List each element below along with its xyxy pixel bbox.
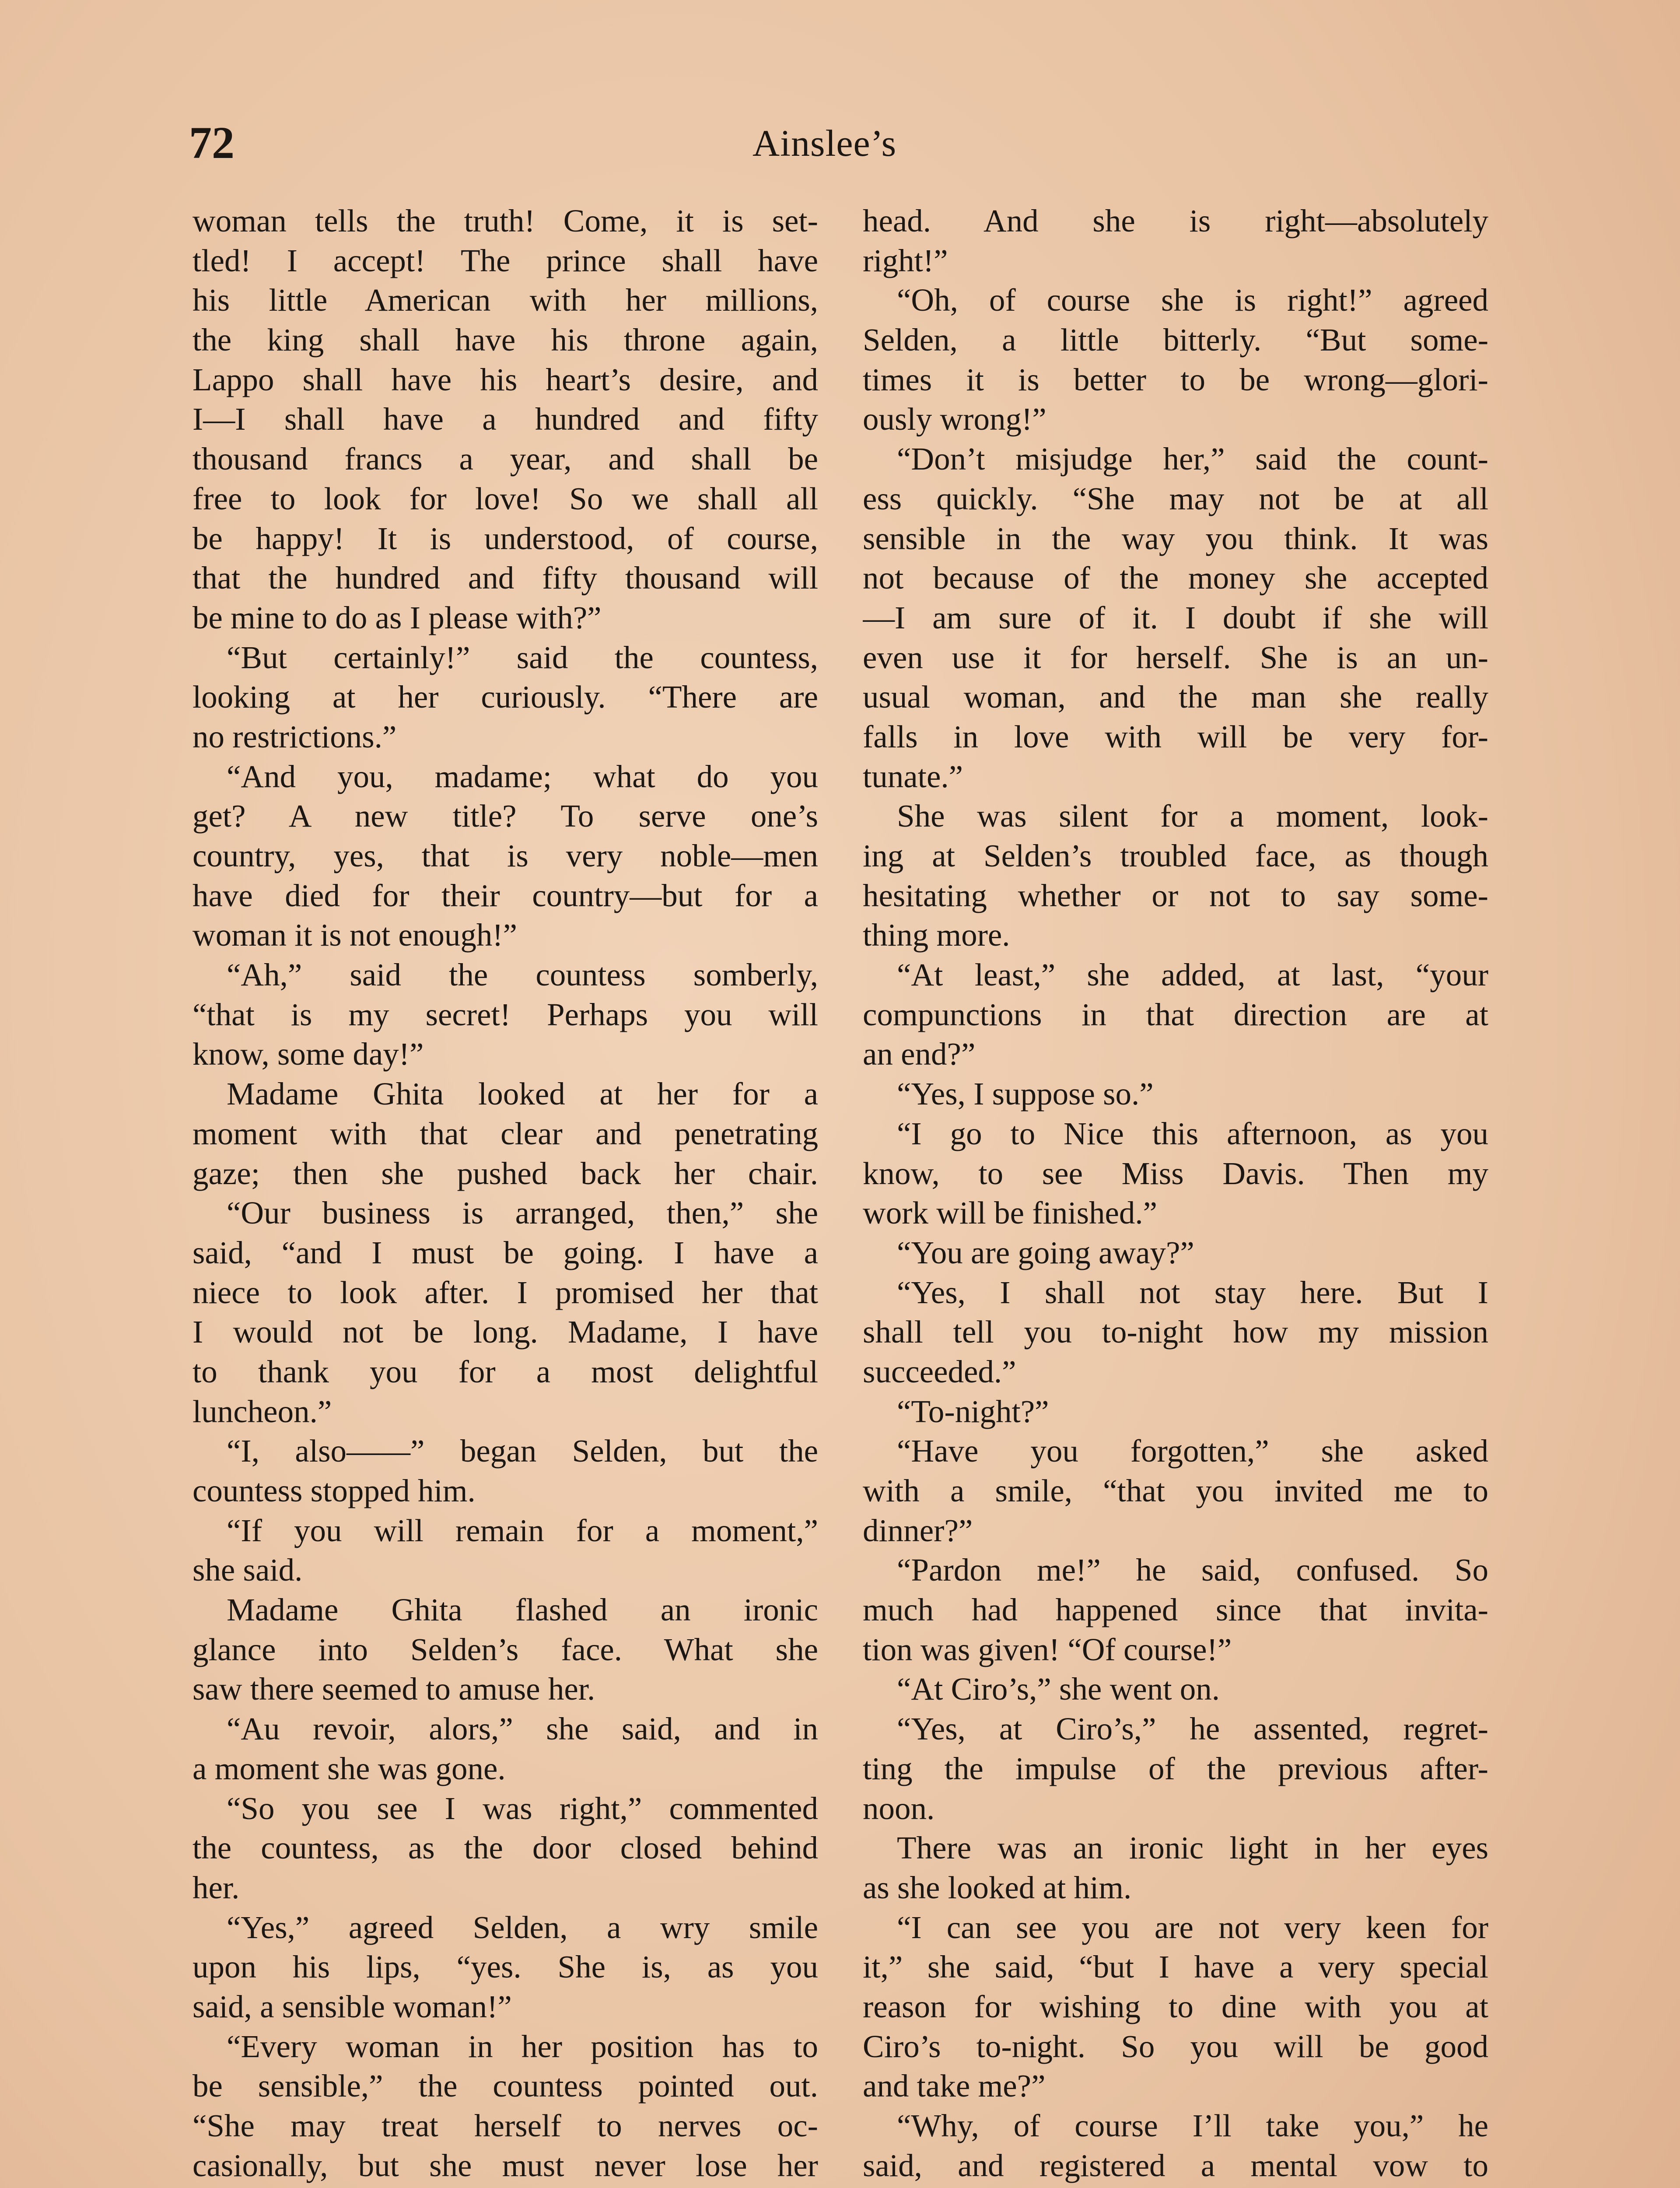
text-line: thousand francs a year, and shall be [192,441,818,477]
text-line: Madame Ghita flashed an ironic [227,1592,818,1628]
text-line: be sensible,” the countess pointed out. [192,2068,818,2104]
running-head: Ainslee’s [752,122,897,164]
text-line: “At least,” she added, at last, “your [897,957,1488,993]
text-line: head. And she is right—absolutely [863,203,1488,238]
text-line: falls in love with will be very for- [863,719,1488,754]
text-line: “Oh, of course she is right!” agreed [897,282,1488,318]
text-line: Lappo shall have his heart’s desire, and [192,361,818,397]
text-line: an end?” [863,1036,976,1072]
text-line: tunate.” [863,758,963,794]
text-line: “And you, madame; what do you [227,758,818,794]
text-line: “that is my secret! Perhaps you will [192,996,818,1032]
text-line: “At Ciro’s,” she went on. [897,1671,1220,1707]
text-line: gaze; then she pushed back her chair. [192,1155,818,1191]
text-line: succeeded.” [863,1353,1016,1389]
text-line: “Every woman in her position has to [227,2028,818,2064]
text-line: luncheon.” [192,1393,332,1429]
text-line: tion was given! “Of course!” [863,1631,1232,1667]
text-line: “So you see I was right,” commented [227,1790,818,1826]
text-line: ing at Selden’s troubled face, as though [863,838,1488,873]
text-line: his little American with her millions, [192,282,818,318]
text-line: right!” [863,242,948,278]
text-line: woman tells the truth! Come, it is set- [192,203,818,238]
text-line: work will be finished.” [863,1195,1158,1231]
text-line: the countess, as the door closed behind [192,1830,818,1866]
text-line: compunctions in that direction are at [863,996,1488,1032]
text-line: “You are going away?” [897,1234,1194,1270]
left-text-column [192,201,818,2185]
text-line: “She may treat herself to nerves oc- [192,2108,818,2143]
text-line: —I am sure of it. I doubt if she will [863,600,1488,635]
text-line: woman it is not enough!” [192,917,518,953]
page-header [0,115,1680,172]
text-line: even use it for herself. She is an un- [863,639,1488,675]
text-line: saw there seemed to amuse her. [192,1671,595,1707]
text-line: “Don’t misjudge her,” said the count- [897,441,1488,477]
text-line: noon. [863,1790,935,1826]
text-line: ess quickly. “She may not be at all [863,480,1488,516]
text-line: “If you will remain for a moment,” [227,1512,818,1548]
text-line: usual woman, and the man she really [863,679,1488,715]
text-line: reason for wishing to dine with you at [863,1988,1488,2024]
text-line: a moment she was gone. [192,1750,506,1786]
text-line: ously wrong!” [863,401,1046,437]
text-line: looking at her curiously. “There are [192,679,818,715]
right-text-column [863,201,1488,2185]
text-line: tled! I accept! The prince shall have [192,242,818,278]
text-line: “Yes, I shall not stay here. But I [897,1274,1488,1310]
text-line: Madame Ghita looked at her for a [227,1076,818,1112]
text-line: “Have you forgotten,” she asked [897,1433,1488,1469]
text-line: she said. [192,1552,303,1588]
text-line: country, yes, that is very noble—men [192,838,818,873]
text-line: the king shall have his throne again, [192,322,818,358]
text-line: “Why, of course I’ll take you,” he [897,2108,1488,2143]
text-line: be mine to do as I please with?” [192,600,602,635]
text-line: upon his lips, “yes. She is, as you [192,1949,818,1985]
text-line: “I can see you are not very keen for [897,1909,1488,1945]
text-line: “Pardon me!” he said, confused. So [897,1552,1488,1588]
text-line: “Au revoir, alors,” she said, and in [227,1711,818,1747]
text-line: “Our business is arranged, then,” she [227,1195,818,1231]
text-line: know, some day!” [192,1036,424,1072]
text-line: to thank you for a most delightful [192,1353,818,1389]
text-line: Selden, a little bitterly. “But some- [863,322,1488,358]
text-line: free to look for love! So we shall all [192,480,818,516]
text-line: have died for their country—but for a [192,877,818,913]
text-line: get? A new title? To serve one’s [192,798,818,834]
text-line: shall tell you to-night how my mission [863,1314,1488,1350]
text-line: “To-night?” [897,1393,1049,1429]
text-line: niece to look after. I promised her that [192,1274,818,1310]
text-line: thing more. [863,917,1010,953]
text-line: moment with that clear and penetrating [192,1115,818,1151]
text-line: dinner?” [863,1512,973,1548]
text-line: “I, also——” began Selden, but the [227,1433,818,1469]
text-line: “Yes, at Ciro’s,” he assented, regret- [897,1711,1488,1747]
text-line: “Yes,” agreed Selden, a wry smile [227,1909,818,1945]
text-line: Ciro’s to-night. So you will be good [863,2028,1488,2064]
text-line: sensible in the way you think. It was [863,520,1488,556]
text-line: with a smile, “that you invited me to [863,1473,1488,1508]
page-number: 72 [189,118,234,168]
text-line: casionally, but she must never lose her [192,2147,818,2183]
text-line: I would not be long. Madame, I have [192,1314,818,1350]
text-line: “I go to Nice this afternoon, as you [897,1115,1488,1151]
text-line: said, a sensible woman!” [192,1988,512,2024]
text-line: know, to see Miss Davis. Then my [863,1155,1488,1191]
text-line: her. [192,1869,240,1905]
text-line: “Yes, I suppose so.” [897,1076,1154,1112]
text-line: countess stopped him. [192,1473,476,1508]
text-line: There was an ironic light in her eyes [897,1830,1488,1866]
text-line: and take me?” [863,2068,1046,2104]
text-line: “Ah,” said the countess somberly, [227,957,818,993]
text-line: be happy! It is understood, of course, [192,520,818,556]
text-line: ting the impulse of the previous after- [863,1750,1488,1786]
text-line: it,” she said, “but I have a very special [863,1949,1488,1985]
text-line: not because of the money she accepted [863,560,1488,596]
text-line: said, and registered a mental vow to [863,2147,1488,2183]
text-line: “But certainly!” said the countess, [227,639,818,675]
text-line: much had happened since that invita- [863,1592,1488,1628]
text-line: glance into Selden’s face. What she [192,1631,818,1667]
text-line: She was silent for a moment, look- [897,798,1488,834]
text-line: I—I shall have a hundred and fifty [192,401,818,437]
text-line: as she looked at him. [863,1869,1132,1905]
text-line: times it is better to be wrong—glori- [863,361,1488,397]
text-line: no restrictions.” [192,719,397,754]
text-line: said, “and I must be going. I have a [192,1234,818,1270]
text-line: hesitating whether or not to say some- [863,877,1488,913]
text-line: that the hundred and fifty thousand will [192,560,818,596]
